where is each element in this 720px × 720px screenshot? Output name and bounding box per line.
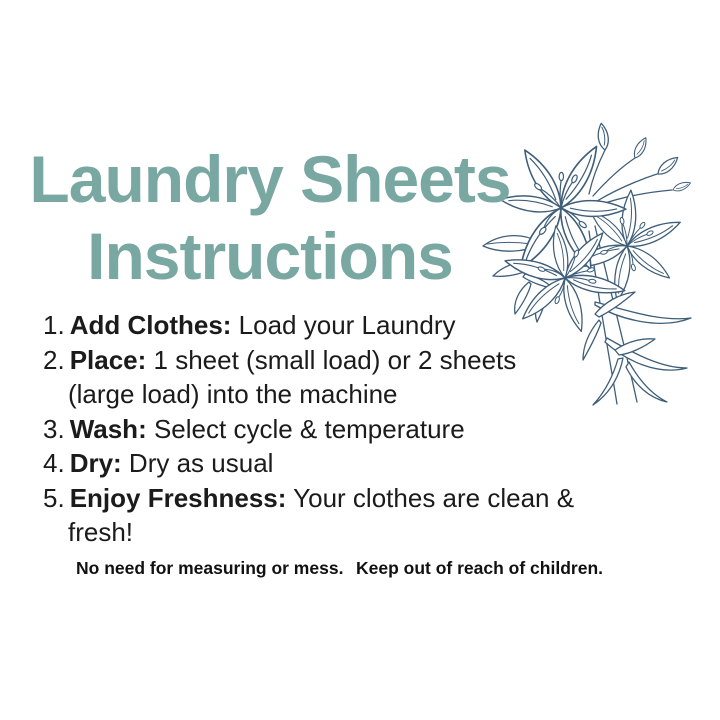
item-number: 4.	[43, 448, 65, 478]
item-text: 1 sheet (small load) or 2 sheets (large load) into the machine	[68, 344, 517, 409]
item-text: Load your Laundry	[231, 310, 456, 340]
footnotes	[76, 558, 603, 578]
item-text: Dry as usual	[121, 448, 274, 478]
item-number: 5.	[43, 482, 65, 513]
instruction-list	[43, 308, 588, 550]
instruction-item-4	[43, 446, 588, 481]
item-number: 3.	[43, 413, 65, 444]
title-line-1: Laundry Sheets	[29, 142, 511, 216]
footnote-keep-away-children: Keep out of reach of children.	[356, 558, 603, 578]
item-label: Place:	[69, 344, 147, 375]
instruction-item-1	[43, 308, 588, 343]
title-line-2: Instructions	[87, 219, 453, 293]
item-number: 2.	[43, 344, 65, 375]
footnote-no-measuring: No need for measuring or mess.	[76, 558, 344, 578]
instruction-item-5	[43, 481, 588, 550]
item-label: Wash:	[69, 413, 147, 444]
item-label: Dry:	[69, 448, 122, 478]
item-label: Add Clothes:	[69, 310, 232, 340]
instruction-item-2	[43, 343, 588, 412]
page-title	[0, 141, 540, 295]
item-text: Select cycle & temperature	[146, 413, 465, 444]
item-text: Your clothes are clean & fresh!	[68, 482, 575, 547]
item-number: 1.	[43, 310, 65, 340]
instruction-item-3	[43, 412, 588, 447]
item-label: Enjoy Freshness:	[69, 482, 287, 513]
